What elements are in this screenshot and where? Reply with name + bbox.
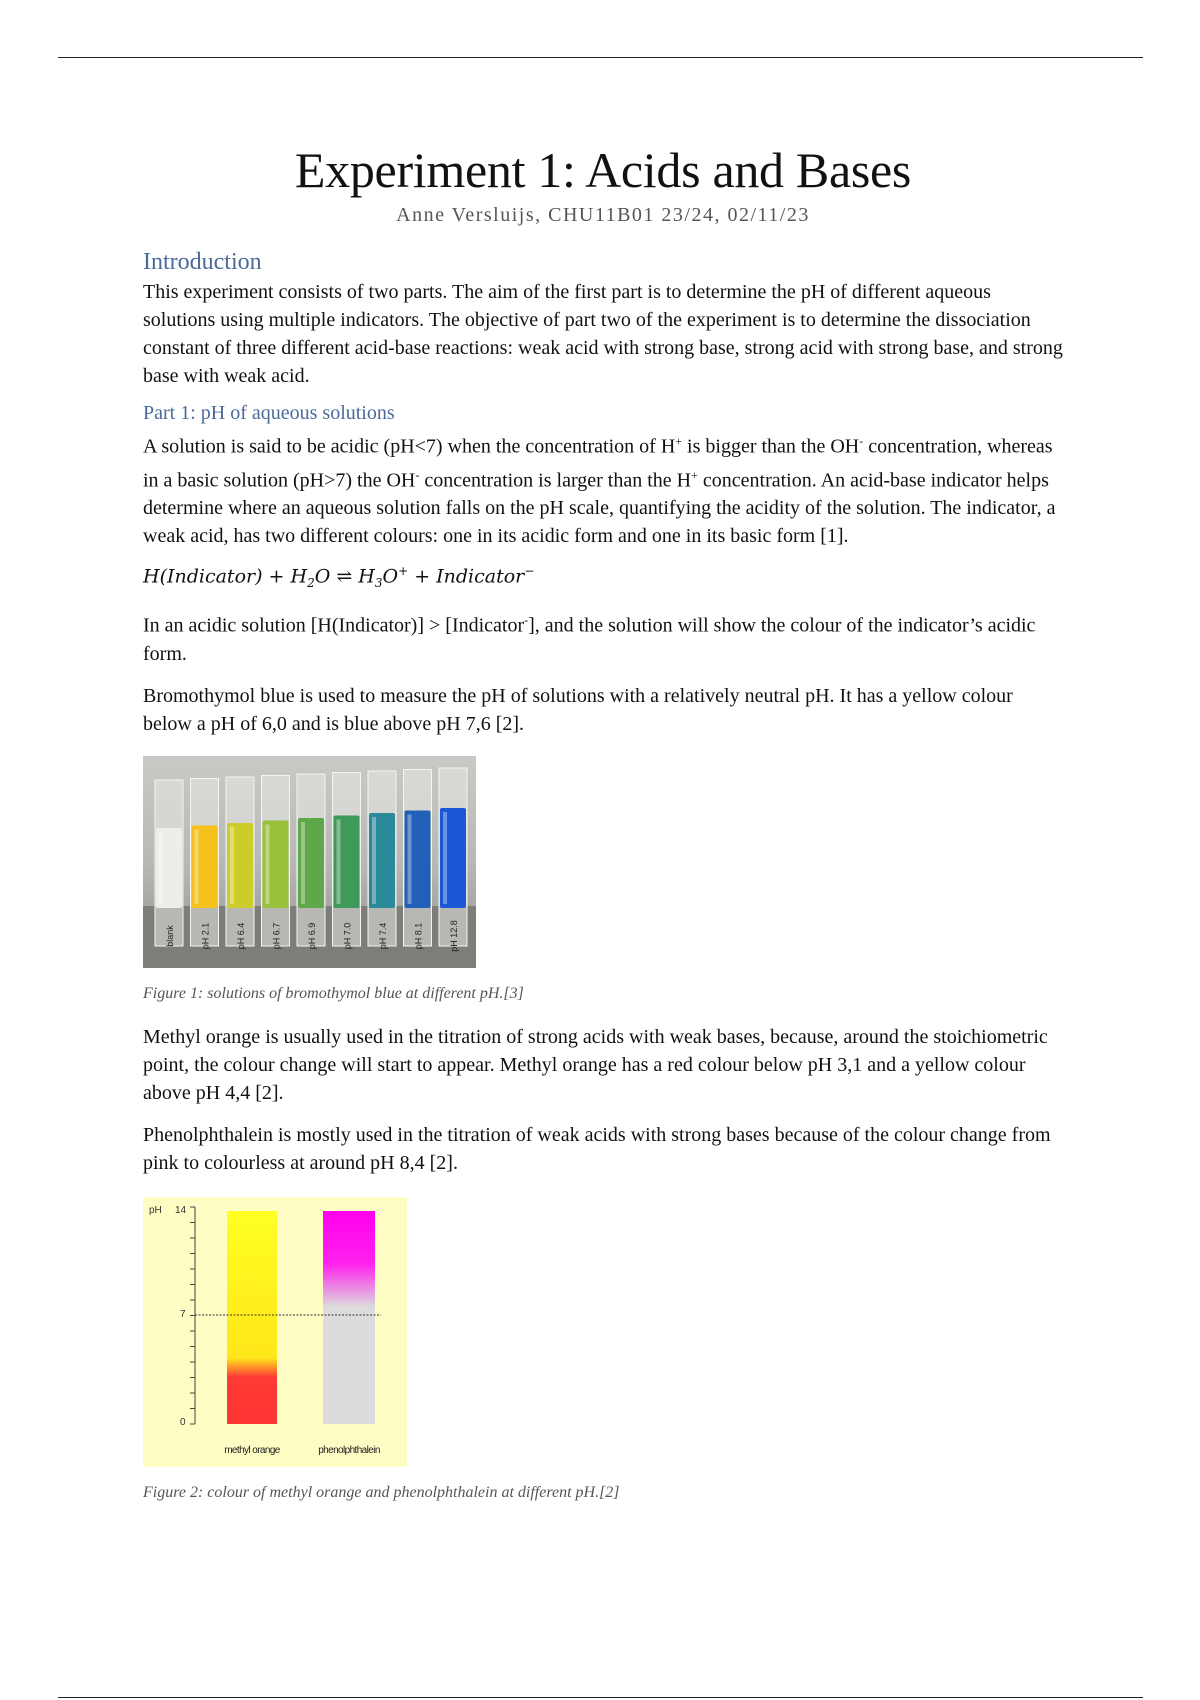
document-body xyxy=(143,140,1063,1522)
bromothymol-paragraph: Bromothymol blue is used to measure the pH of solutions with a relatively neutral pH. It has a yellow colour below a pH of 6,0 and is blue above pH 7,6 [2]. xyxy=(143,685,1013,736)
methyl-orange-label: methyl orange xyxy=(224,1445,280,1457)
tube-highlight xyxy=(230,827,234,904)
tube-label: pH 7.0 xyxy=(342,922,353,950)
figure2-caption: Figure 2: colour of methyl orange and phenolphthalein at different pH.[2] xyxy=(143,1484,620,1502)
figure1-image xyxy=(143,756,476,968)
figure2-image xyxy=(143,1197,407,1467)
tube-label: pH 8.1 xyxy=(413,922,424,950)
phenolphthalein-label: phenolphthalein xyxy=(318,1445,380,1457)
intro-heading: Introduction xyxy=(143,249,262,275)
part1-heading: Part 1: pH of aqueous solutions xyxy=(143,402,395,424)
tube-highlight xyxy=(408,815,412,905)
tube-label: pH 7.4 xyxy=(378,922,388,950)
methyl-orange-bar xyxy=(227,1211,277,1424)
intro-paragraph: This experiment consists of two parts. The aim of the first part is to determine the pH of different aqueous solutions using multiple indicators. The objective of part two of the experiment is to determine the dissociation constant of three different acid-base reactions: weak acid with strong base, strong acid with strong base, and strong base with weak acid. xyxy=(143,281,1063,387)
tube-highlight xyxy=(301,822,305,904)
figure2-tick-7: 7 xyxy=(180,1309,186,1321)
tube-highlight xyxy=(195,830,199,905)
methyl-orange-paragraph: Methyl orange is usually used in the titration of strong acids with weak bases, because, around the stoichiometric point, the colour change will start to appear. Methyl orange has a red colour below pH 3,1 and a yellow colour above pH 4,4 [2]. xyxy=(143,1026,1048,1105)
acidic-solution-paragraph: In an acidic solution [H(Indicator)] > [Indicator-], and the solution will show the colour of the indicator’s acidic form. xyxy=(143,613,1036,666)
tube-label: pH 12.8 xyxy=(449,920,459,952)
figure2-tick-14: 14 xyxy=(175,1205,187,1217)
tube-highlight xyxy=(443,812,447,904)
tube-label: pH 6.9 xyxy=(307,922,317,950)
bottom-rule xyxy=(58,1697,1143,1698)
tube-label: pH 6.7 xyxy=(271,922,282,950)
figure1-caption: Figure 1: solutions of bromothymol blue at different pH.[3] xyxy=(143,985,524,1003)
author-line: Anne Versluijs, CHU11B01 23/24, 02/11/23 xyxy=(396,204,810,226)
tube-label: blank xyxy=(165,925,175,947)
part1-paragraph-acidic: A solution is said to be acidic (pH<7) when the concentration of H+ is bigger than the OH- concentration, whereas in a basic solution (pH>7) the OH- concentration is larger than the H+ concentration. An acid-base indicator helps determine where an aqueous solution falls on the pH scale, quantifying the acidity of the solution. The indicator, a weak acid, has two different colours: one in its acidic form and one in its basic form [1]. xyxy=(143,434,1056,548)
tube-highlight xyxy=(337,820,341,905)
tube-label: pH 2.1 xyxy=(200,922,211,950)
indicator-equation: H(Indicator) + $H_2O$ ⇌ $H_3O^+$ + Indicator− xyxy=(143,564,535,591)
tube-highlight xyxy=(266,825,270,905)
figure2-tick-0: 0 xyxy=(180,1417,186,1429)
tube-label: pH 6.4 xyxy=(236,922,246,950)
page-title: Experiment 1: Acids and Bases xyxy=(294,142,912,198)
phenolphthalein-paragraph: Phenolphthalein is mostly used in the titration of weak acids with strong bases because of the colour change from pink to colourless at around pH 8,4 [2]. xyxy=(143,1124,1051,1175)
tube-highlight xyxy=(159,832,163,904)
phenolphthalein-bar xyxy=(323,1211,375,1424)
tube-highlight xyxy=(372,817,376,904)
top-rule xyxy=(58,57,1143,58)
figure2-axis-label: pH xyxy=(149,1205,162,1217)
